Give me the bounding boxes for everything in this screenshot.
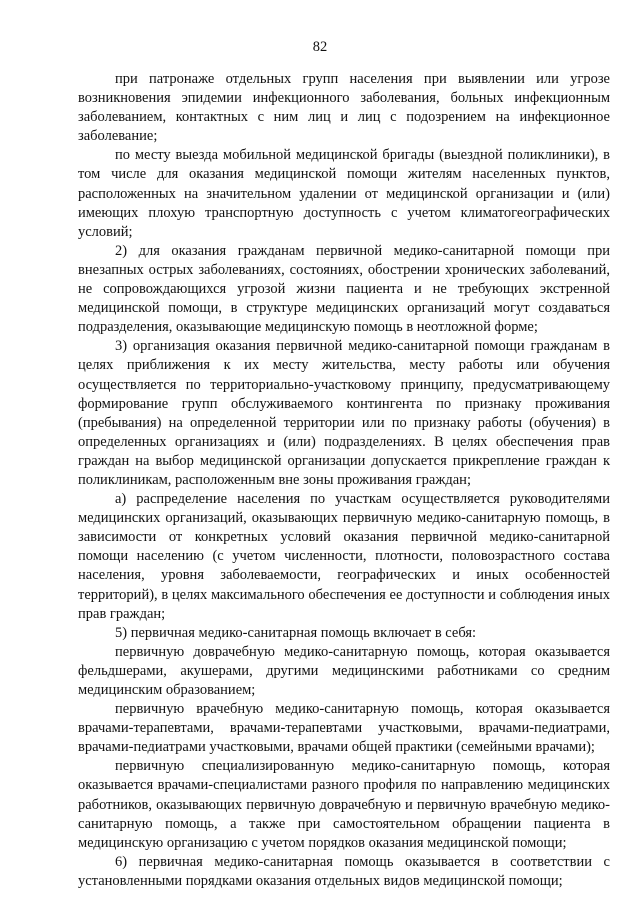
document-body	[78, 70, 610, 891]
paragraph-medical-care: первичную врачебную медико-санитарную помощь, которая оказывается врачами-терапевтами, врачами-терапевтами участковыми, врачами-педиатрами, врачами-педиатрами участковыми, врачами общей практики (семейными врачами);	[78, 701, 610, 756]
paragraph-patronage: при патронаже отдельных групп населения при выявлении или угрозе возникновения эпидемии инфекционного заболевания, больных инфекционным заболеванием, контактных с ним лиц и лиц с подозрением на инфекционное заболевание;	[78, 71, 610, 145]
paragraph-specialized-care: первичную специализированную медико-санитарную помощь, которая оказывается врачами-специалистами разного профиля по направлению медицинских работников, оказывающих первичную доврачебную и первичную врачебную медико-санитарную помощь, а также при самостоятельном обращении пациента в медицинскую организацию с учетом порядков оказания медицинской помощи;	[78, 758, 610, 851]
paragraph-item-2-urgent-care: 2) для оказания гражданам первичной медико-санитарной помощи при внезапных острых заболеваниях, состояниях, обострении хронических заболеваний, не сопровождающихся угрозой жизни пациента и не требующих экстренной медицинской помощи, в структуре медицинских организаций могут создаваться подразделения, оказывающие медицинскую помощь в неотложной форме;	[78, 242, 610, 336]
paragraph-pre-medical-care: первичную доврачебную медико-санитарную помощь, которая оказывается фельдшерами, акушерами, другими медицинскими работниками со средним медицинским образованием;	[78, 643, 610, 698]
paragraph-mobile-brigade: по месту выезда мобильной медицинской бригады (выездной поликлиники), в том числе для оказания медицинской помощи жителям населенных пунктов, расположенных на значительном удалении от медицинской организации и (или) имеющих плохую транспортную доступность с учетом климатогеографических условий;	[78, 147, 610, 240]
paragraph-item-4-distribution: а) распределение населения по участкам осуществляется руководителями медицинских организаций, оказывающих первичную медико-санитарную помощь, в зависимости от конкретных условий оказания первичной медико-санитарной помощи населению (с учетом численности, плотности, половозрастного состава населения, уровня заболеваемости, географических и иных особенностей территорий), в целях максимального обеспечения ее доступности и соблюдения иных прав граждан;	[78, 491, 610, 622]
paragraph-item-6-procedures: 6) первичная медико-санитарная помощь оказывается в соответствии с установленными порядками оказания отдельных видов медицинской помощи;	[78, 853, 610, 889]
paragraph-item-5-includes: 5) первичная медико-санитарная помощь включает в себя:	[115, 624, 477, 641]
page-number: 82	[312, 39, 328, 55]
paragraph-item-3-territorial-principle: 3) организация оказания первичной медико-санитарной помощи гражданам в целях приближения к их месту жительства, месту работы или обучения осуществляется по территориально-участковому принципу, предусматривающему формирование групп обслуживаемого контингента по признаку проживания (пребывания) на определенной территории или по признаку работы (обучения) в определенных организациях и (или) подразделениях. В целях обеспечения прав граждан на выбор медицинской организации допускается прикрепление граждан к поликлиникам, расположенным вне зоны проживания граждан;	[78, 338, 610, 488]
